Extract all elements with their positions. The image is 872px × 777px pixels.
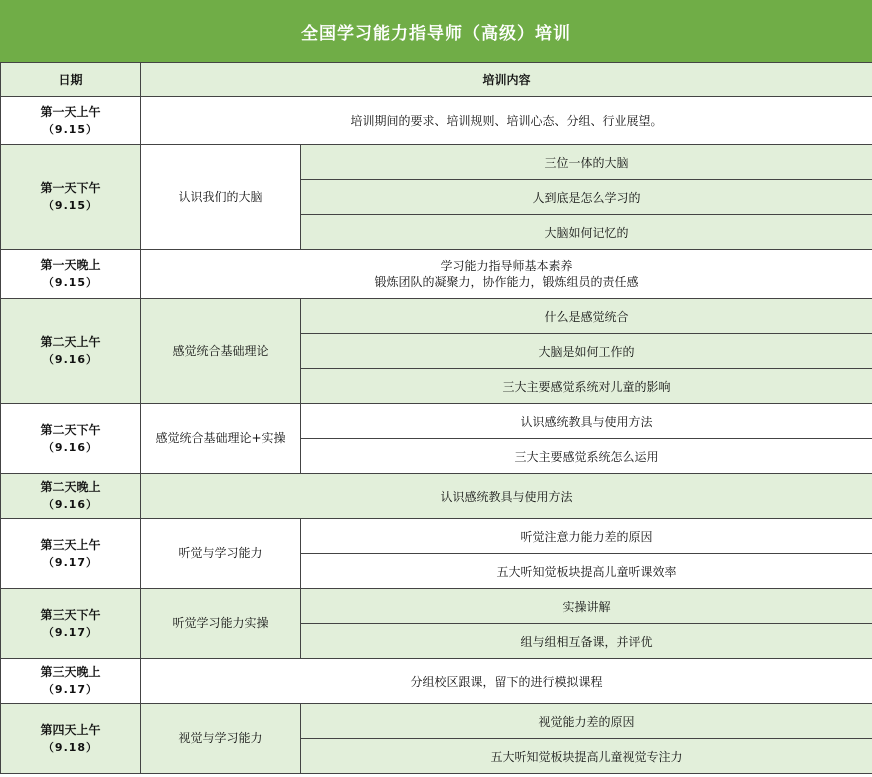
header-content: 培训内容 [141,63,872,97]
topic-cell: 感觉统合基础理论 [141,299,301,404]
day-date: （9.15） [42,199,99,212]
day-date: （9.15） [42,122,99,136]
topic-cell: 听觉与学习能力 [141,519,301,589]
page-title: 全国学习能力指导师（高级）培训 [0,0,872,62]
day-label: 第二天晚上 [40,480,101,494]
table-row [1,589,872,624]
day-cell [1,250,141,299]
topic-cell: 听觉学习能力实操 [141,589,301,659]
table-row [1,659,872,704]
day-date: （9.17） [42,625,99,639]
day-cell [1,589,141,659]
table-row [1,299,872,334]
session-content [141,250,872,299]
detail-cell: 五大听知觉板块提高儿童视觉专注力 [301,739,872,774]
table-row [1,404,872,439]
detail-cell: 大脑是如何工作的 [301,334,872,369]
detail-cell: 五大听知觉板块提高儿童听课效率 [301,554,872,589]
topic-cell: 视觉与学习能力 [141,704,301,774]
day-label: 第二天上午 [40,335,101,349]
day-date: （9.17） [42,683,99,696]
day-date: （9.17） [42,555,99,569]
day-date: （9.16） [42,498,99,511]
detail-cell: 组与组相互备课，并评优 [301,624,872,659]
day-label: 第一天下午 [40,181,101,195]
session-content: 分组校区跟课，留下的进行模拟课程 [141,659,872,704]
day-cell [1,519,141,589]
table-row [1,97,872,145]
day-label: 第一天晚上 [40,258,101,272]
table-row [1,250,872,299]
day-date: （9.16） [42,440,99,454]
training-schedule-table [0,62,872,774]
content-line: 锻炼团队的凝聚力，协作能力，锻炼组员的责任感 [374,275,639,289]
detail-cell: 实操讲解 [301,589,872,624]
table-row [1,145,872,180]
table-row [1,704,872,739]
table-row [1,519,872,554]
detail-cell: 视觉能力差的原因 [301,704,872,739]
day-label: 第三天晚上 [40,665,101,679]
day-cell [1,474,141,519]
day-label: 第四天上午 [40,722,101,737]
day-date: （9.16） [42,353,99,366]
day-label: 第三天下午 [40,607,101,622]
day-label: 第一天上午 [40,104,101,119]
day-label: 第二天下午 [40,422,101,437]
day-cell [1,97,141,145]
detail-cell: 听觉注意力能力差的原因 [301,519,872,554]
day-cell [1,704,141,774]
table-row [1,474,872,519]
detail-cell: 什么是感觉统合 [301,299,872,334]
header-date: 日期 [1,63,141,97]
detail-cell: 认识感统教具与使用方法 [301,404,872,439]
day-label: 第三天上午 [40,537,101,552]
content-line: 学习能力指导师基本素养 [440,259,573,273]
day-cell [1,659,141,704]
topic-cell: 认识我们的大脑 [141,145,301,250]
detail-cell: 人到底是怎么学习的 [301,180,872,215]
detail-cell: 三位一体的大脑 [301,145,872,180]
day-cell [1,299,141,404]
session-content: 认识感统教具与使用方法 [141,474,872,519]
session-content: 培训期间的要求、培训规则、培训心态、分组、行业展望。 [141,97,872,145]
day-cell [1,145,141,250]
detail-cell: 三大主要感觉系统怎么运用 [301,439,872,474]
detail-cell: 大脑如何记忆的 [301,215,872,250]
day-cell [1,404,141,474]
day-date: （9.15） [42,276,99,289]
day-date: （9.18） [42,740,99,754]
detail-cell: 三大主要感觉系统对儿童的影响 [301,369,872,404]
topic-cell: 感觉统合基础理论+实操 [141,404,301,474]
